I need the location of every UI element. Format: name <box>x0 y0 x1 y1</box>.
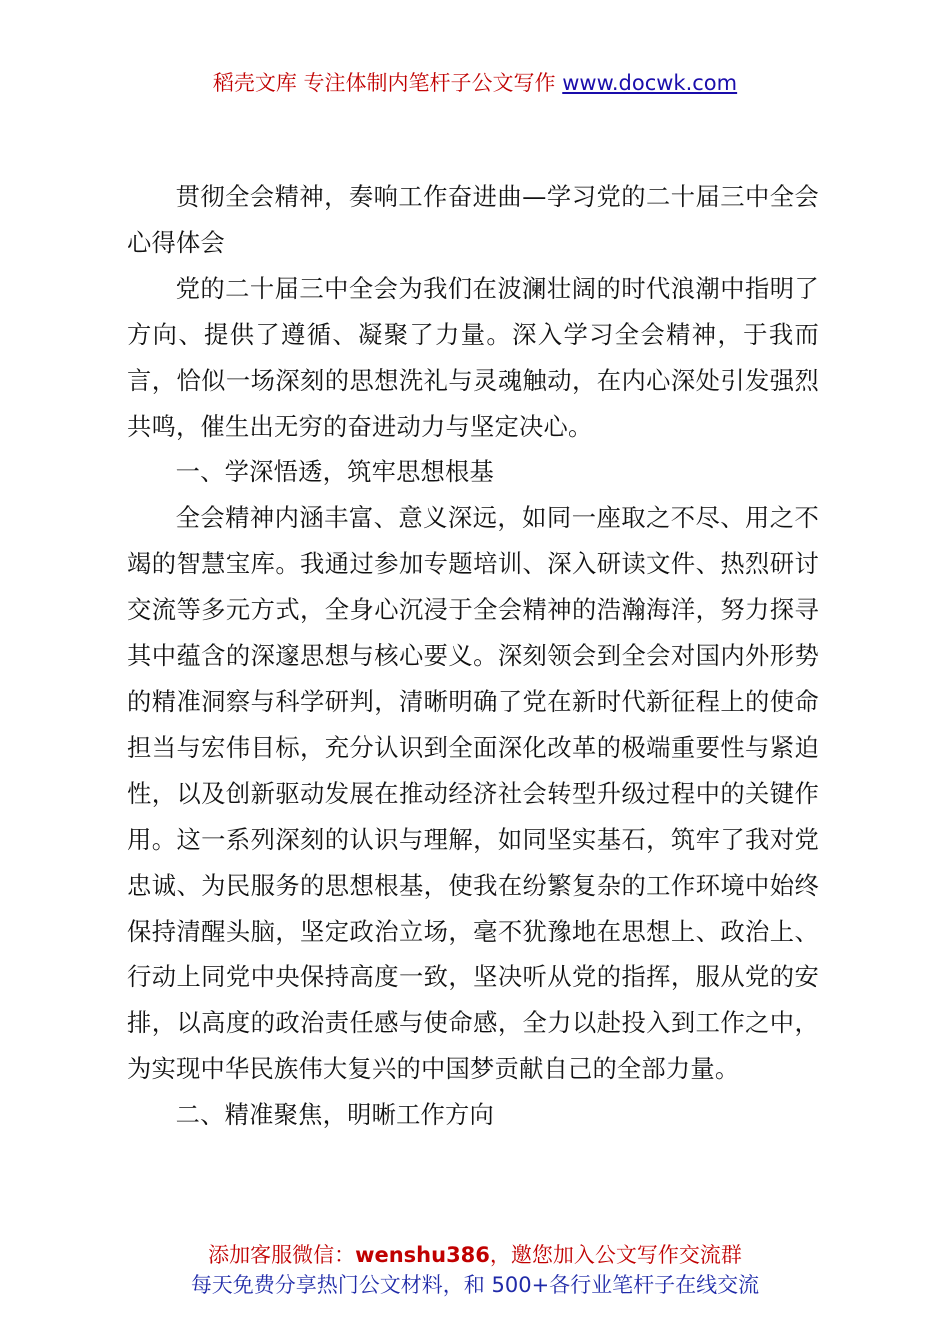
body-paragraph: 全会精神内涵丰富、意义深远，如同一座取之不尽、用之不竭的智慧宝库。我通过参加专题培训、深入研读文件、热烈研讨交流等多元方式，全身心沉浸于全会精神的浩瀚海洋，努力探寻其中蕴含的深邃思想与核心要义。深刻领会到全会对国内外形势的精准洞察与科学研判，清晰明确了党在新时代新征程上的使命担当与宏伟目标，充分认识到全面深化改革的极端重要性与紧迫性，以及创新驱动发展在推动经济社会转型升级过程中的关键作用。这一系列深刻的认识与理解，如同坚实基石，筑牢了我对党忠诚、为民服务的思想根基，使我在纷繁复杂的工作环境中始终保持清醒头脑，坚定政治立场，毫不犹豫地在思想上、政治上、行动上同党中央保持高度一致，坚决听从党的指挥，服从党的安排，以高度的政治责任感与使命感，全力以赴投入到工作之中，为实现中华民族伟大复兴的中国梦贡献自己的全部力量。 <box>127 503 819 1084</box>
section-heading-1: 一、学深悟透，筑牢思想根基 <box>175 457 495 487</box>
footer-contact-line <box>0 1240 950 1270</box>
section-heading-2: 二、精准聚焦，明晰工作方向 <box>175 1100 495 1130</box>
footer-promo-line: 每天免费分享热门公文材料，和 500+各行业笔杆子在线交流 <box>190 1273 760 1297</box>
intro-paragraph: 党的二十届三中全会为我们在波澜壮阔的时代浪潮中指明了方向、提供了遵循、凝聚了力量。深入学习全会精神，于我而言，恰似一场深刻的思想洗礼与灵魂触动，在内心深处引发强烈共鸣，催生出无穷的奋进动力与坚定决心。 <box>127 273 819 441</box>
page-footer <box>0 1240 950 1300</box>
document-body <box>127 174 819 1138</box>
header-website-link[interactable]: www.docwk.com <box>562 71 738 95</box>
page-header <box>0 68 950 98</box>
footer-contact-suffix: ，邀您加入公文写作交流群 <box>489 1243 742 1267</box>
footer-contact-prefix: 添加客服微信： <box>208 1243 356 1267</box>
header-brand-text: 稻壳文库 专注体制内笔杆子公文写作 <box>212 71 556 95</box>
document-title: 贯彻全会精神，奏响工作奋进曲—学习党的二十届三中全会心得体会 <box>127 182 819 257</box>
footer-wechat-id: wenshu386 <box>355 1243 490 1267</box>
